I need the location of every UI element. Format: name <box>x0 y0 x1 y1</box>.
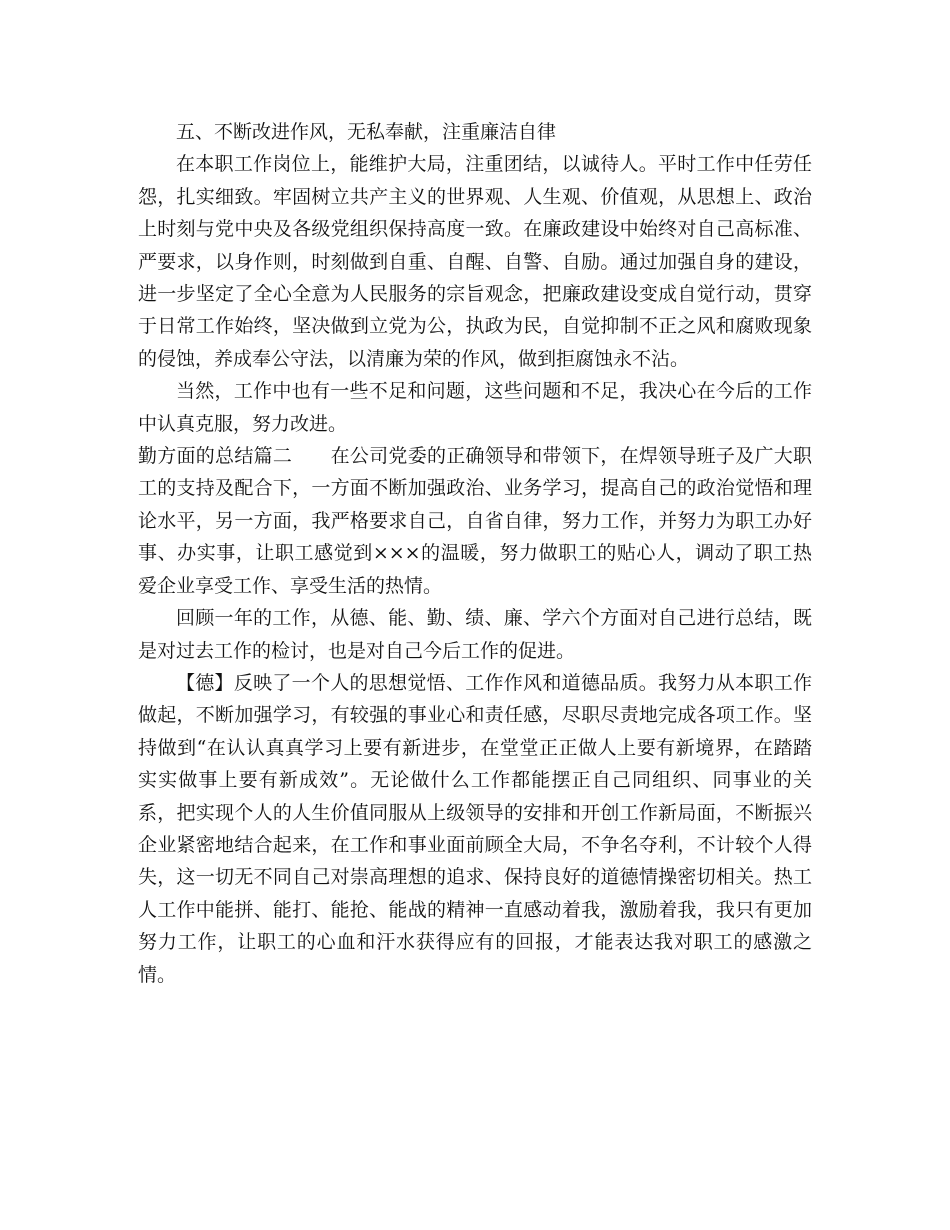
document-body <box>138 116 812 991</box>
section-heading: 五、不断改进作风，无私奉献，注重廉洁自律 <box>176 121 557 143</box>
paragraph-part-two-intro: 勤方面的总结篇二 在公司党委的正确领导和带领下，在焊领导班子及广大职工的支持及配合下，一方面不断加强政治、业务学习，提高自己的政治觉悟和理论水平，另一方面，我严格要求自己，自省自律，努力工作，并努力为职工办好事、办实事，让职工感觉到×××的温暖，努力做职工的贴心人，调动了职工热爱企业享受工作、享受生活的热情。 <box>138 445 812 597</box>
paragraph-integrity: 在本职工作岗位上，能维护大局，注重团结，以诚待人。平时工作中任劳任怨，扎实细致。牢固树立共产主义的世界观、人生观、价值观，从思想上、政治上时刻与党中央及各级党组织保持高度一致。在廉政建设中始终对自己高标准、严要求，以身作则，时刻做到自重、自醒、自警、自励。通过加强自身的建设，进一步坚定了全心全意为人民服务的宗旨观念，把廉政建设变成自觉行动，贯穿于日常工作始终，坚决做到立党为公，执政为民，自觉抑制不正之风和腐败现象的侵蚀，养成奉公守法，以清廉为荣的作风，做到拒腐蚀永不沾。 <box>138 153 812 370</box>
paragraph-virtue: 【德】反映了一个人的思想觉悟、工作作风和道德品质。我努力从本职工作做起，不断加强学习，有较强的事业心和责任感，尽职尽责地完成各项工作。坚持做到“在认认真真学习上要有新进步，在堂堂正正做人上要有新境界，在踏踏实实做事上要有新成效”。无论做什么工作都能摆正自己同组织、同事业的关系，把实现个人的人生价值同服从上级领导的安排和开创工作新局面，不断振兴企业紧密地结合起来，在工作和事业面前顾全大局，不争名夺利，不计较个人得失，这一切无不同自己对崇高理想的追求、保持良好的道德情操密切相关。热工人工作中能拼、能打、能抢、能战的精神一直感动着我，激励着我，我只有更加努力工作，让职工的心血和汗水获得应有的回报，才能表达我对职工的感激之情。 <box>138 671 812 986</box>
paragraph-shortcomings: 当然，工作中也有一些不足和问题，这些问题和不足，我决心在今后的工作中认真克服，努力改进。 <box>138 380 812 435</box>
paragraph-review: 回顾一年的工作，从德、能、勤、绩、廉、学六个方面对自己进行总结，既是对过去工作的检讨，也是对自己今后工作的促进。 <box>138 607 812 662</box>
